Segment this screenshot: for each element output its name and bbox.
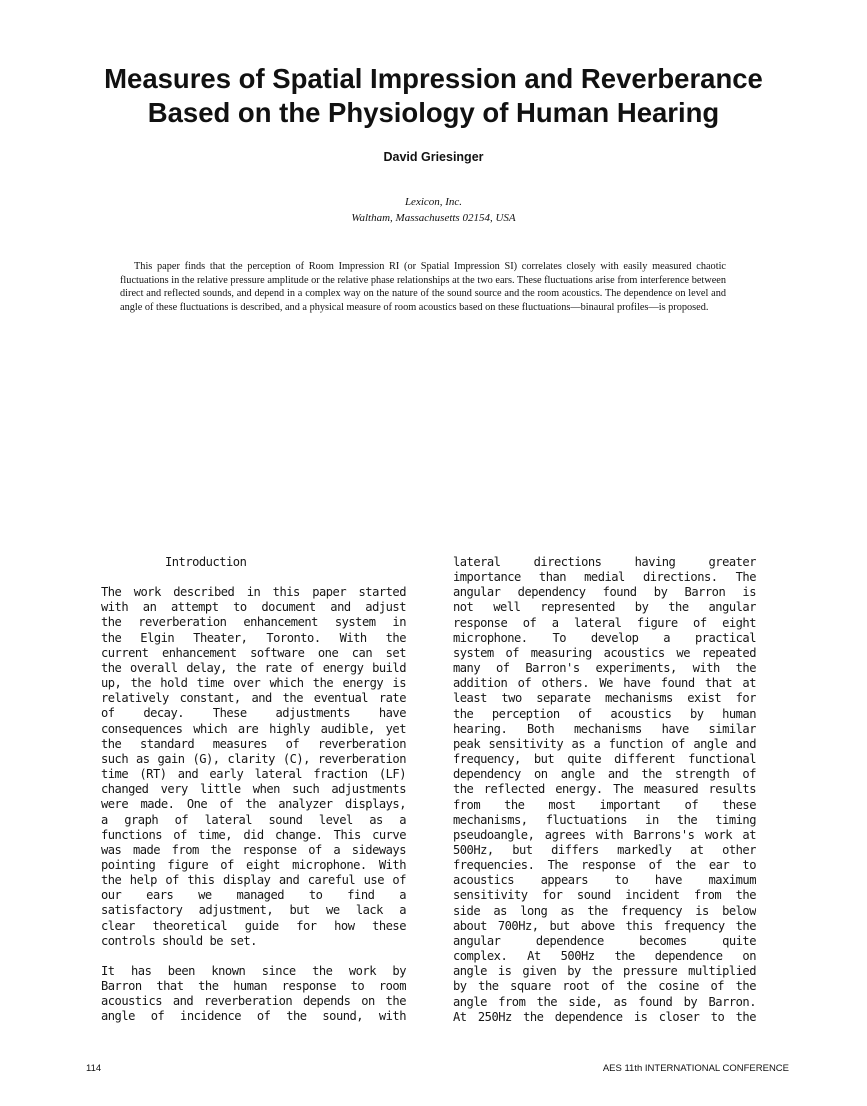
author-name: David Griesinger [383,150,484,164]
affiliation-company: Lexicon, Inc. [404,196,463,208]
text-line: pointing figure of eight microphone. With [101,857,406,872]
text-line: 500Hz, but differs markedly at other [453,842,756,857]
text-line: current enhancement software one can set [101,645,406,660]
text-line: a graph of lateral sound level as a [101,812,406,827]
text-line: least two separate mechanisms exist for [453,691,756,706]
text-line: controls should be set. [101,933,257,948]
affiliation [40,194,827,226]
text-line: clear theoretical guide for how these [101,918,406,933]
page-number: 114 [86,1063,102,1074]
text-line: many of Barron's experiments, with the [453,661,756,676]
text-line: side as long as the frequency is below [453,903,756,918]
text-line: peak sensitivity as a function of angle and [453,736,756,751]
text-line: functions of time, did change. This curve [101,827,406,842]
text-line: It has been known since the work by [101,963,406,978]
text-line: by the square root of the cosine of the [453,979,756,994]
affiliation-address: Waltham, Massachusetts 02154, USA [351,212,516,224]
text-line: the overall delay, the rate of energy build [101,660,406,675]
text-line: lateral directions having greater [453,555,756,569]
text-line: satisfactory adjustment, but we lack a [101,903,406,918]
text-line: changed very little when such adjustments [101,782,406,797]
text-line: were made. One of the analyzer displays, [101,797,406,812]
text-line: time (RT) and early lateral fraction (LF) [101,767,406,782]
text-line: angular dependency found by Barron is [453,585,756,600]
text-line: the reverberation enhancement system in [101,615,406,630]
text-line: from the most important of these [453,797,756,812]
text-line: consequences which are highly audible, yet [101,721,406,736]
text-line: such as gain (G), clarity (C), reverberation [101,751,406,766]
text-line: The work described in this paper started [101,585,406,600]
text-line: frequencies. The response of the ear to [453,858,756,873]
text-line: with an attempt to document and adjust [101,600,406,615]
text-line: acoustics appears to have maximum [453,873,756,888]
text-line: microphone. To develop a practical [453,630,756,645]
right-column-text [453,555,756,1025]
left-column [101,555,406,1025]
text-line: the standard measures of reverberation [101,736,406,751]
text-line: our ears we managed to find a [101,888,406,903]
text-line: the reflected energy. The measured results [453,782,756,797]
text-line: Barron that the human response to room [101,979,406,994]
intro-paragraph-1 [101,585,406,949]
text-line: angular dependence becomes quite [453,933,756,948]
conference-name: AES 11th INTERNATIONAL CONFERENCE [602,1063,789,1074]
text-line: dependency on angle and the strength of [453,767,756,782]
text-line: acoustics and reverberation depends on the [101,994,406,1009]
paper-title [40,62,827,130]
text-line: At 250Hz the dependence is closer to the [453,1009,756,1024]
text-line: system of measuring acoustics we repeated [453,645,756,660]
text-line: response of a lateral figure of eight [453,615,756,630]
text-line: the Elgin Theater, Toronto. With the [101,630,406,645]
text-line: addition of others. We have found that at [453,676,756,691]
abstract: This paper finds that the perception of Room Impression RI (or Spatial Impression SI) correlates closely with easily measured chaotic fluctuations in the relative pressure amplitude or the relative phase relationships at the two ears. These fluctuations arise from interference between direct and reflected sounds, and depend in a complex way on the nature of the sound source and the room acoustics. The dependence on level and angle of these fluctuations is described, and a physical measure of room acoustics based on these fluctuations—binaural profiles—is proposed. [120,261,726,313]
text-line: relatively constant, and the eventual rate [101,691,406,706]
text-line: of decay. These adjustments have [101,706,406,721]
title-line-2: Based on the Physiology of Human Hearing [147,97,720,128]
text-line: up, the hold time over which the energy is [101,676,406,691]
text-line: angle of incidence of the sound, with [101,1009,406,1024]
text-line: not well represented by the angular [453,600,756,615]
right-column [453,555,756,1025]
text-line: the perception of acoustics by human [453,706,756,721]
intro-paragraph-2 [101,964,406,1025]
text-line: the help of this display and careful use of [101,873,406,888]
title-line-1: Measures of Spatial Impression and Reverberance [104,63,763,94]
text-line: importance than medial directions. The [453,570,756,585]
text-line: complex. At 500Hz the dependence on [453,949,756,964]
text-line: pseudoangle, agrees with Barrons's work at [453,827,756,842]
text-line: frequency, but quite different functional [453,752,756,767]
text-line: angle from the side, as found by Barron. [453,994,756,1009]
text-line: was made from the response of a sideways [101,842,406,857]
section-heading-introduction: Introduction [165,555,247,569]
text-line: angle is given by the pressure multiplied [453,964,756,979]
text-line: about 700Hz, but above this frequency the [453,918,756,933]
text-line: mechanisms, fluctuations in the timing [453,812,756,827]
text-line: hearing. Both mechanisms have similar [453,721,756,736]
text-line: sensitivity for sound incident from the [453,888,756,903]
